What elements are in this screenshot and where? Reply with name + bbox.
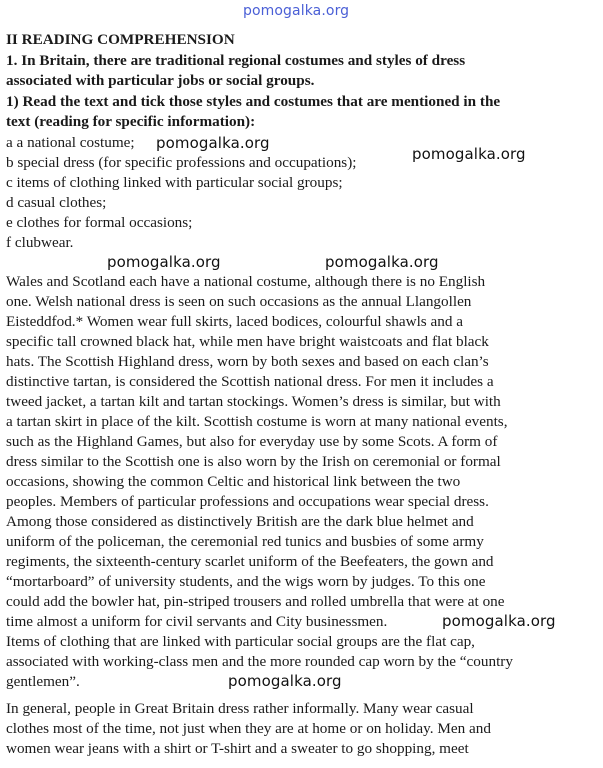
option-b: b special dress (for specific professions and occupations); — [6, 154, 357, 171]
watermark-1: pomogalka.org — [156, 134, 270, 152]
watermark-5: pomogalka.org — [442, 612, 556, 630]
text-line: associated with working-class men and the more rounded cap worn by the “country — [6, 653, 513, 670]
text-line: gentlemen”. — [6, 673, 80, 690]
text-line: occasions, showing the common Celtic and historical link between the two — [6, 473, 461, 490]
text-line: distinctive tartan, is considered the Scottish national dress. For men it includes a — [6, 373, 494, 390]
text-line: uniform of the policeman, the ceremonial red tunics and busbies of some army — [6, 533, 484, 550]
text-line: regiments, the sixteenth-century scarlet uniform of the Beefeaters, the gown and — [6, 553, 494, 570]
option-c: c items of clothing linked with particular social groups; — [6, 174, 343, 191]
watermark-6: pomogalka.org — [228, 672, 342, 690]
option-e: e clothes for formal occasions; — [6, 214, 193, 231]
text-line: Eisteddfod.* Women wear full skirts, laced bodices, colourful shawls and a — [6, 313, 463, 330]
text-line: specific tall crowned black hat, while men have bright waistcoats and flat black — [6, 333, 489, 350]
watermark-2: pomogalka.org — [412, 145, 526, 163]
text-line: such as the Highland Games, but also for everyday use by some Scots. A form of — [6, 433, 498, 450]
text-line: Items of clothing that are linked with particular social groups are the flat cap, — [6, 633, 475, 650]
task2-line1: 1) Read the text and tick those styles and costumes that are mentioned in the — [6, 93, 501, 110]
text-line: women wear jeans with a shirt or T-shirt and a sweater to go shopping, meet — [6, 740, 469, 757]
watermark-4: pomogalka.org — [325, 253, 439, 271]
watermark-top: pomogalka.org — [243, 3, 350, 19]
text-line: time almost a uniform for civil servants and City businessmen. — [6, 613, 388, 630]
task1-line1: 1. In Britain, there are traditional regional costumes and styles of dress — [6, 52, 466, 69]
text-line: Among those considered as distinctively British are the dark blue helmet and — [6, 513, 474, 530]
text-line: peoples. Members of particular professions and occupations wear special dress. — [6, 493, 489, 510]
text-line: hats. The Scottish Highland dress, worn by both sexes and based on each clan’s — [6, 353, 489, 370]
option-a: a a national costume; — [6, 134, 135, 151]
text-line: tweed jacket, a tartan kilt and tartan stockings. Women’s dress is similar, but with — [6, 393, 501, 410]
watermark-3: pomogalka.org — [107, 253, 221, 271]
text-line: dress similar to the Scottish one is also worn by the Irish on ceremonial or formal — [6, 453, 501, 470]
option-d: d casual clothes; — [6, 194, 107, 211]
text-line: clothes most of the time, not just when they are at home or on holiday. Men and — [6, 720, 491, 737]
text-line: a tartan skirt in place of the kilt. Scottish costume is worn at many national events, — [6, 413, 508, 430]
section-heading: II READING COMPREHENSION — [6, 31, 235, 48]
option-f: f clubwear. — [6, 234, 74, 251]
text-line: In general, people in Great Britain dress rather informally. Many wear casual — [6, 700, 474, 717]
text-line: could add the bowler hat, pin-striped trousers and rolled umbrella that were at one — [6, 593, 505, 610]
task1-line2: associated with particular jobs or social groups. — [6, 72, 315, 89]
task2-line2: text (reading for specific information): — [6, 113, 256, 130]
text-line: Wales and Scotland each have a national costume, although there is no English — [6, 273, 486, 290]
text-line: “mortarboard” of university students, and the wigs worn by judges. To this one — [6, 573, 486, 590]
text-line: one. Welsh national dress is seen on such occasions as the annual Llangollen — [6, 293, 472, 310]
